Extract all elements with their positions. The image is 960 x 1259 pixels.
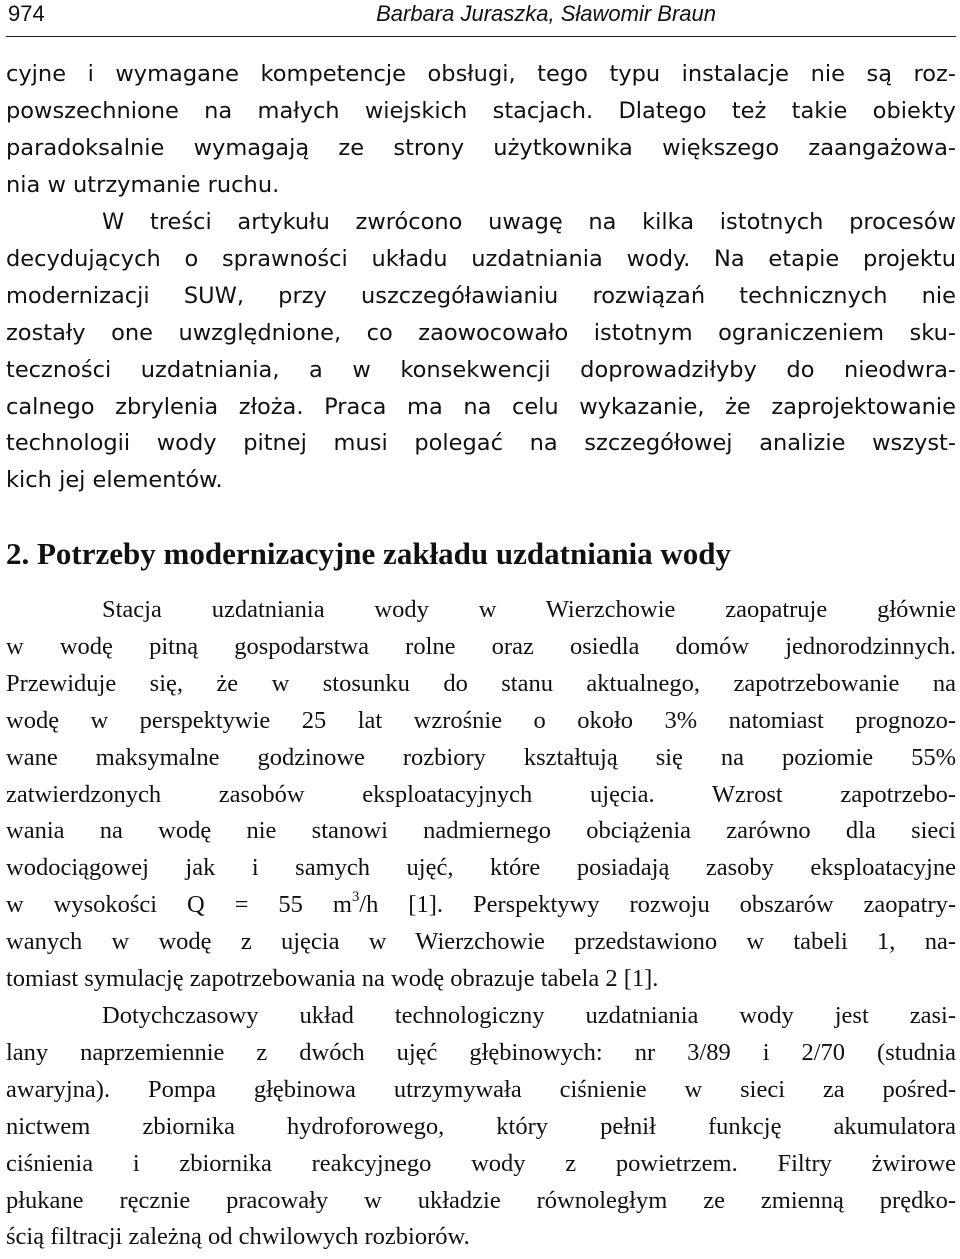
- text-line: wania na wodę nie stanowi nadmiernego obciążenia zarówno dla sieci: [6, 817, 956, 845]
- section-heading: 2. Potrzeby modernizacyjne zakładu uzdatniania wody: [6, 536, 732, 571]
- text-line: technologii wody pitnej musi polegać na szczegółowej analizie wszyst-: [6, 430, 956, 457]
- text-fragment: Praca ma na celu wykazanie, że zaprojektowanie: [324, 393, 956, 420]
- text-line: lany naprzemiennie z dwóch ujęć głębinowych: nr 3/89 i 2/70 (studnia: [6, 1038, 956, 1066]
- text-line: wodę w perspektywie 25 lat wzrośnie o około 3% natomiast prognozo-: [6, 706, 956, 734]
- text-line: ścią filtracji zależną od chwilowych rozbiorów.: [6, 1223, 470, 1251]
- text-line: [6, 777, 956, 814]
- text-line: ciśnienia i zbiornika reakcyjnego wody z powietrzem. Filtry żwirowe: [6, 1149, 956, 1177]
- text-fragment: Perspektywy rozwoju obszarów zaopatry-: [472, 891, 957, 919]
- text-line: zostały one uwzględnione, co zaowocowało istotnym ograniczeniem sku-: [6, 319, 956, 346]
- text-fragment: w wysokości Q = 55 m: [6, 891, 352, 919]
- text-line: Stacja uzdatniania wody w Wierzchowie zaopatruje głównie: [102, 596, 956, 623]
- text-line: Przewiduje się, że w stosunku do stanu aktualnego, zapotrzebowanie na: [6, 669, 956, 697]
- text-line: awaryjna). Pompa głębinowa utrzymywała ciśnienie w sieci za pośred-: [6, 1075, 956, 1103]
- text-fragment: Wzrost zapotrzebo-: [711, 780, 957, 808]
- text-line: [6, 887, 956, 924]
- intro-paragraph-1: [6, 56, 956, 204]
- intro-paragraph-2: [6, 204, 956, 499]
- text-line: cyjne i wymagane kompetencje obsługi, tego typu instalacje nie są roz-: [6, 61, 956, 87]
- text-line: kich jej elementów.: [6, 467, 223, 494]
- section-paragraph-1: [6, 592, 956, 998]
- running-header: [6, 0, 956, 37]
- text-line: nia w utrzymanie ruchu.: [6, 171, 280, 198]
- page-number: 974: [8, 1, 45, 26]
- text-fragment: /h [1].: [359, 891, 443, 919]
- text-line: Dotychczasowy układ technologiczny uzdatniania wody jest zasi-: [102, 1002, 956, 1029]
- text-fragment: Na etapie projektu: [714, 245, 956, 272]
- text-line: w wodę pitną gospodarstwa rolne oraz osiedla domów jednorodzinnych.: [6, 632, 956, 660]
- text-line: nictwem zbiornika hydroforowego, który pełnił funkcję akumulatora: [6, 1112, 956, 1140]
- text-line: wane maksymalne godzinowe rozbiory kształtują się na poziomie 55%: [6, 743, 956, 771]
- text-line: W treści artykułu zwrócono uwagę na kilka istotnych procesów: [102, 209, 956, 235]
- section-paragraph-2: [6, 998, 956, 1256]
- superscript: 3: [351, 889, 360, 906]
- text-fragment: calnego zbrylenia złoża.: [6, 393, 304, 420]
- text-line: teczności uzdatniania, a w konsekwencji doprowadziłyby do nieodwra-: [6, 356, 956, 383]
- text-line: decydujących o sprawności układu uzdatniania wody. Na etapie projektu: [6, 245, 956, 272]
- running-header-authors: Barbara Juraszka, Sławomir Braun: [376, 1, 716, 26]
- text-line: płukane ręcznie pracowały w układzie równoległym ze zmienną prędko-: [6, 1186, 956, 1214]
- text-line: tomiast symulację zapotrzebowania na wodę obrazuje tabela 2 [1].: [6, 965, 659, 993]
- text-fragment: zatwierdzonych zasobów eksploatacyjnych ujęcia.: [6, 780, 655, 808]
- text-line: modernizacji SUW, przy uszczegóławianiu rozwiązań technicznych nie: [6, 282, 956, 309]
- text-line: paradoksalnie wymagają ze strony użytkownika większego zaangażowa-: [6, 134, 956, 161]
- text-line: [6, 389, 956, 426]
- text-line: powszechnione na małych wiejskich stacjach. Dlatego też takie obiekty: [6, 97, 956, 124]
- text-line: wanych w wodę z ujęcia w Wierzchowie przedstawiono w tabeli 1, na-: [6, 928, 956, 956]
- text-line: wodociągowej jak i samych ujęć, które posiadają zasoby eksploatacyjne: [6, 854, 956, 882]
